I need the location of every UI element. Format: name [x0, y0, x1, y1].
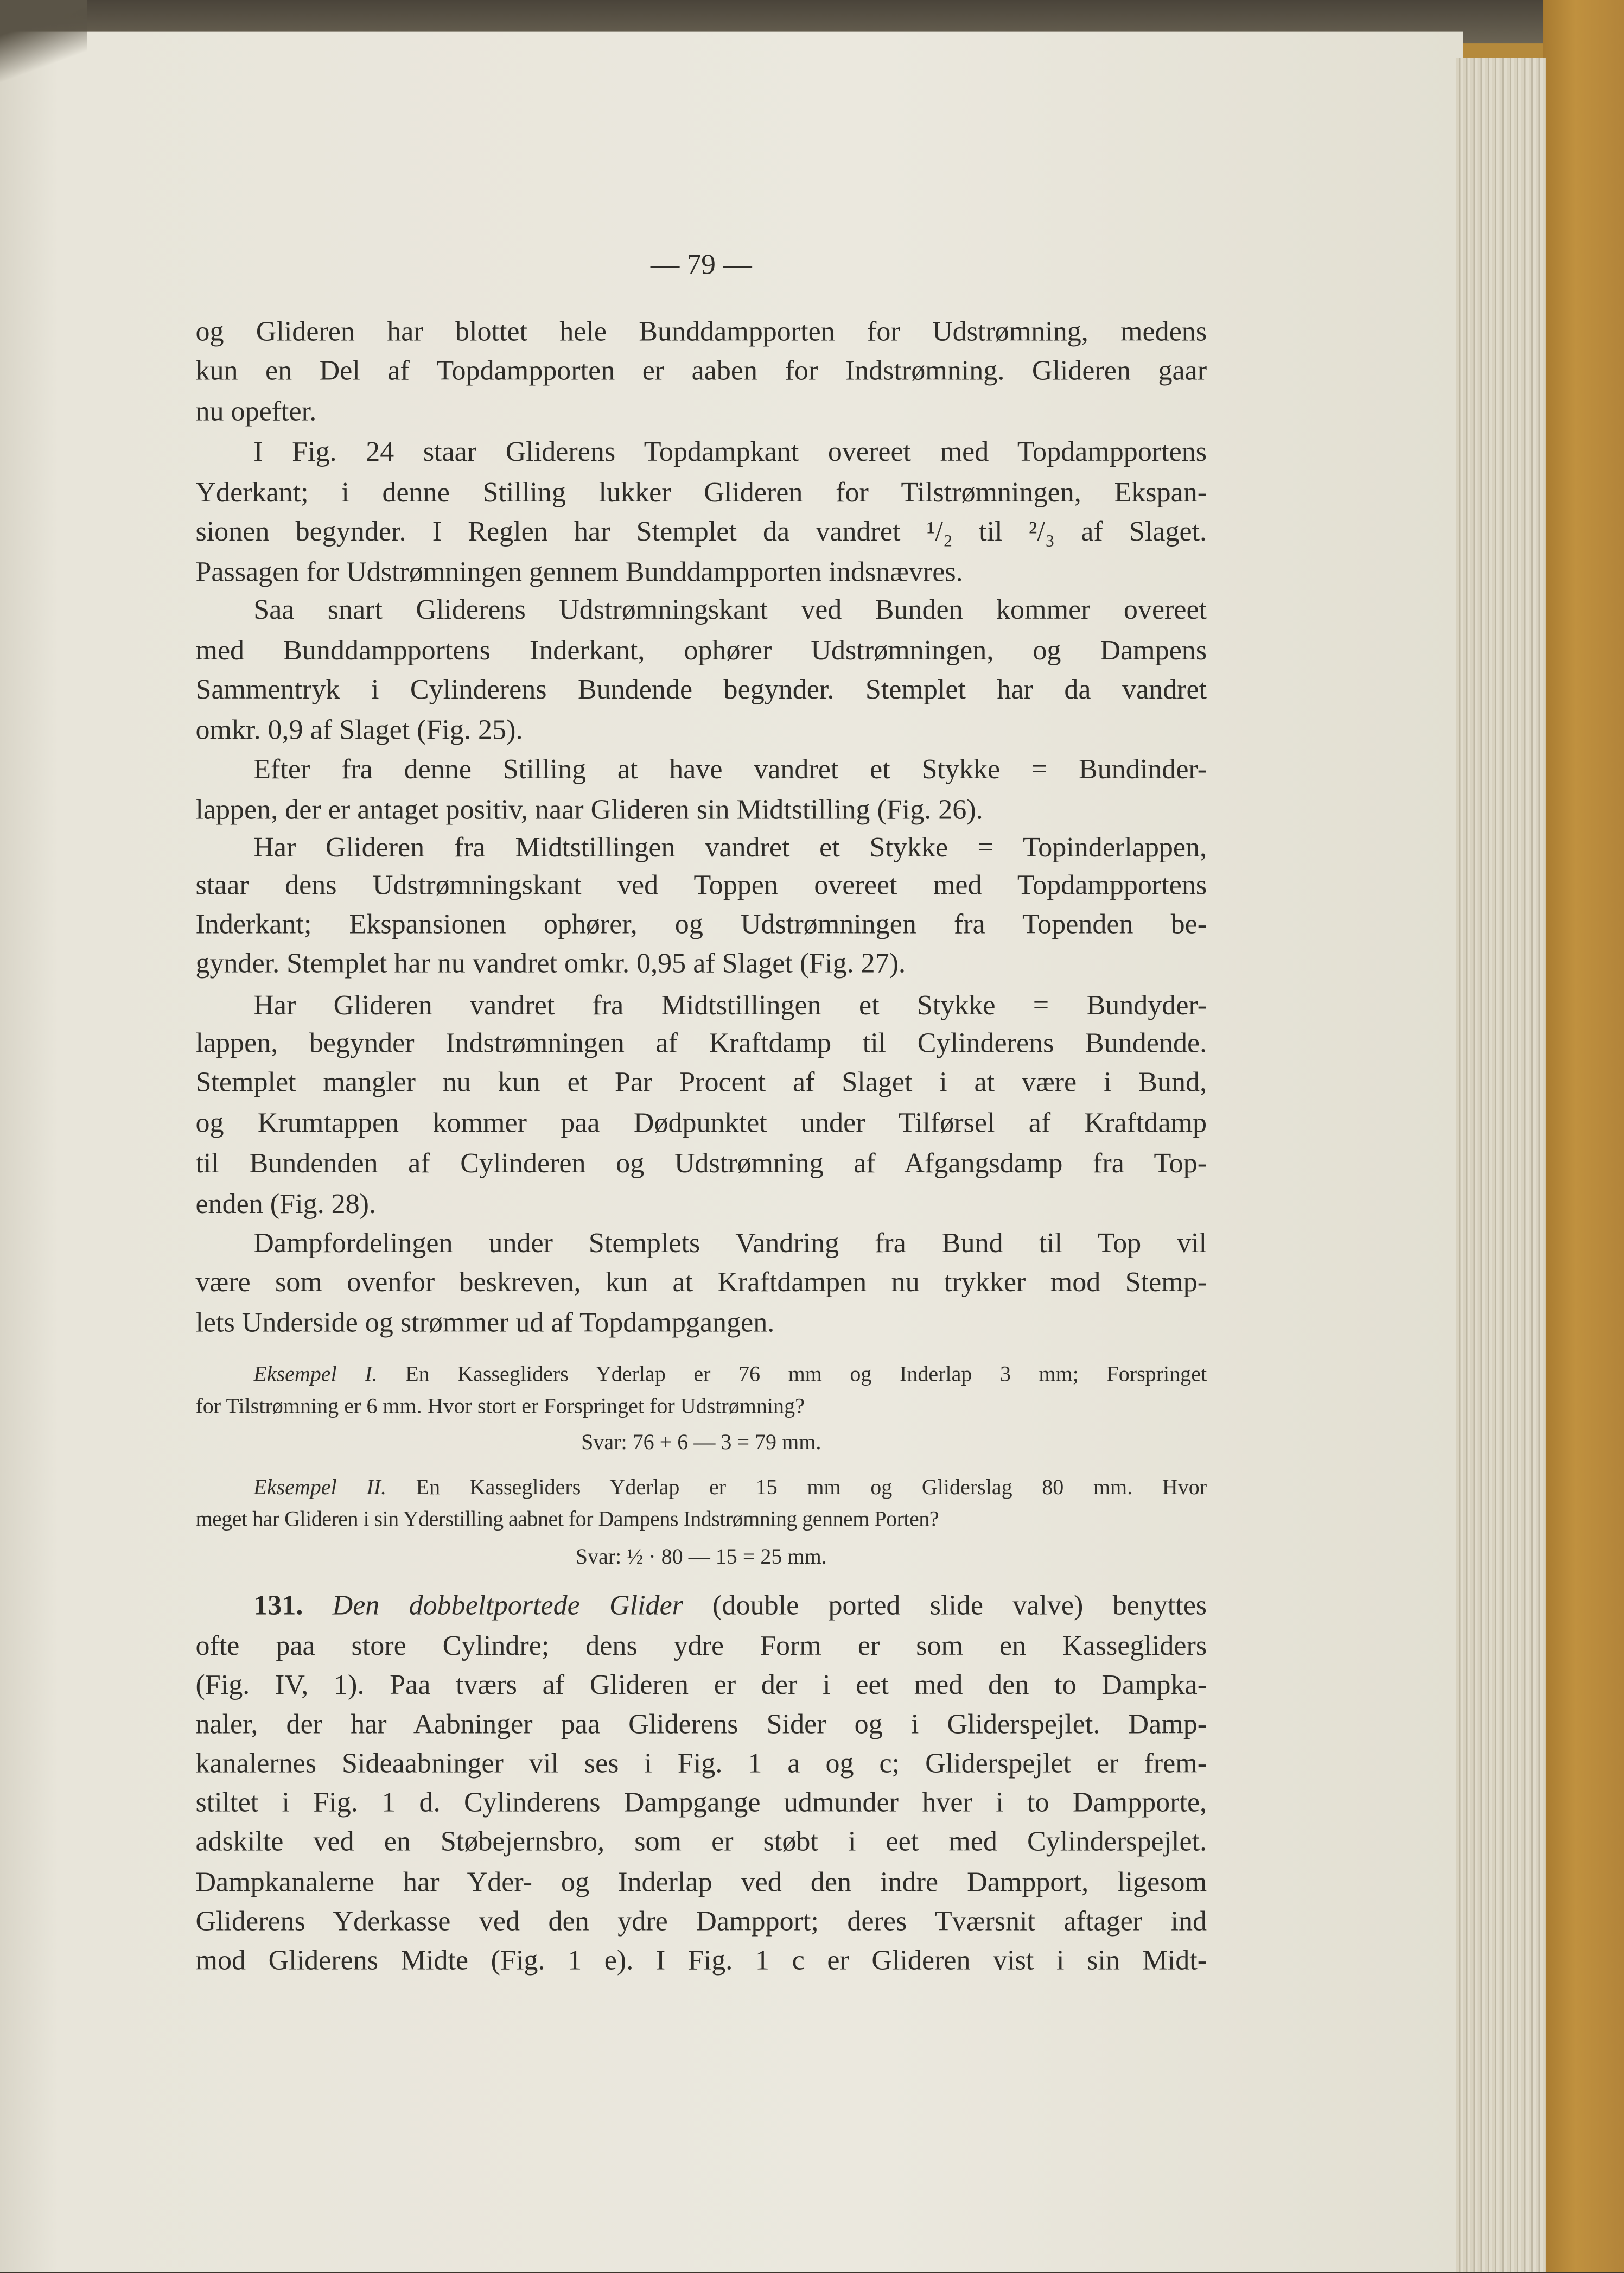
text-line: [253, 993, 1207, 1021]
text-line: [195, 1633, 1207, 1661]
line-text: ofte paa store Cylindre; dens ydre Form er som en Kassegliders: [195, 1631, 1207, 1662]
line-text: gynder. Stemplet har nu vandret omkr. 0,95 af Slaget (Fig. 27).: [195, 949, 906, 980]
text-line: [195, 1069, 1207, 1097]
line-text: nu opefter.: [195, 397, 317, 428]
text-line: [195, 1548, 1207, 1570]
line-text: (double ported slide valve) benyttes: [683, 1591, 1207, 1622]
text-line: [195, 1672, 1207, 1700]
line-text: I Fig. 24 staar Gliderens Topdampkant overeet med Topdampportens: [253, 437, 1207, 468]
text-line: [253, 1230, 1207, 1259]
text-line: [195, 1433, 1207, 1455]
line-text: lets Underside og strømmer ud af Topdampgangen.: [195, 1309, 775, 1339]
text-line: [195, 1191, 1207, 1220]
line-text: En Kassegliders Yderlap er 76 mm og Inderlap 3 mm; Forspringet: [377, 1363, 1207, 1387]
text-line: [195, 519, 1207, 547]
page-number: — 79 —: [650, 249, 752, 281]
line-text: (Fig. IV, 1). Paa tværs af Glideren er der i eet med den to Dampka-: [195, 1671, 1207, 1701]
text-line: [195, 797, 1207, 826]
text-line: [195, 872, 1207, 900]
text-line: [195, 911, 1207, 939]
line-text: til Bundenden af Cylinderen og Udstrømning af Afgangsdamp fra Top-: [195, 1149, 1207, 1180]
line-text: Sammentryk i Cylinderens Bundende begynder. Stemplet har da vandret: [195, 675, 1207, 706]
page-edges: [1456, 58, 1546, 2272]
line-text: adskilte ved en Støbejernsbro, som er støbt i eet med Cylinderspejlet.: [195, 1827, 1207, 1858]
line-text: lappen, der er antaget positiv, naar Glideren sin Midtstilling (Fig. 26).: [195, 795, 983, 826]
line-text: mod Gliderens Midte (Fig. 1 e). I Fig. 1 c er Glideren vist i sin Midt-: [195, 1946, 1207, 1977]
line-text: omkr. 0,9 af Slaget (Fig. 25).: [195, 715, 523, 747]
binding-shadow: [0, 0, 87, 87]
line-text: Dampkanalerne har Yder- og Inderlap ved den indre Dampport, ligesom: [195, 1868, 1207, 1899]
line-text: Yderkant; i denne Stilling lukker Glideren for Tilstrømningen, Ekspan-: [195, 478, 1207, 509]
text-line: [195, 1869, 1207, 1897]
text-line: [195, 1908, 1207, 1937]
text-line: [195, 951, 1207, 979]
text-line: [195, 1711, 1207, 1739]
text-line: [253, 1365, 1207, 1387]
text-line: [253, 597, 1207, 625]
line-text: naler, der har Aabninger paa Gliderens Sider og i Gliderspejlet. Damp-: [195, 1710, 1207, 1741]
text-line: [195, 398, 1207, 427]
text-line: [195, 1151, 1207, 1179]
text-line: [253, 439, 1207, 467]
text-line: [253, 757, 1207, 785]
line-text: kun en Del af Topdampporten er aaben for Indstrømning. Glideren gaar: [195, 356, 1207, 387]
text-line: [195, 1269, 1207, 1298]
text-line: [195, 1310, 1207, 1338]
line-text: Svar: ½ · 80 — 15 = 25 mm.: [575, 1546, 827, 1570]
text-line: [195, 638, 1207, 666]
text-line: [195, 1510, 1207, 1532]
line-text: kanalernes Sideaabninger vil ses i Fig. 1 a og c; Gliderspejlet er frem-: [195, 1749, 1207, 1780]
line-text: og Krumtappen kommer paa Dødpunktet under Tilførsel af Kraftdamp: [195, 1108, 1207, 1139]
line-text: staar dens Udstrømningskant ved Toppen overeet med Topdampportens: [195, 871, 1207, 901]
line-text: Har Glideren vandret fra Midtstillingen et Stykke = Bundyder-: [253, 991, 1207, 1022]
text-line: [195, 1829, 1207, 1857]
text-line: [195, 1750, 1207, 1779]
text-line: [195, 1030, 1207, 1058]
text-line: [195, 358, 1207, 386]
line-text: Gliderens Yderkasse ved den ydre Dampport; deres Tværsnit aftager ind: [195, 1907, 1207, 1938]
line-text: enden (Fig. 28).: [195, 1190, 377, 1221]
text-line: [195, 715, 1207, 747]
line-text: sionen begynder. I Reglen har Stemplet da vandret ¹/₂ til ²/₃ af Slaget.: [195, 517, 1207, 548]
line-text: med Bunddampportens Inderkant, ophører Udstrømningen, og Dampens: [195, 636, 1207, 667]
text-line: [253, 835, 1207, 863]
line-text: Stemplet mangler nu kun et Par Procent af Slaget i at være i Bund,: [195, 1068, 1207, 1099]
text-line: [195, 677, 1207, 705]
text-line: [195, 1947, 1207, 1976]
text-line: [195, 319, 1207, 347]
text-line: [195, 1397, 1207, 1419]
line-text: En Kassegliders Yderlap er 15 mm og Gliderslag 80 mm. Hvor: [386, 1476, 1207, 1500]
section-number: 131.: [253, 1591, 303, 1622]
line-text: Svar: 76 + 6 — 3 = 79 mm.: [581, 1431, 821, 1455]
text-line: [253, 1478, 1207, 1500]
text-line: [195, 557, 1207, 589]
italic-term: Eksempel I.: [253, 1363, 378, 1387]
line-text: og Glideren har blottet hele Bunddampporten for Udstrømning, medens: [195, 317, 1207, 348]
italic-term: Den dobbeltportede Glider: [303, 1591, 683, 1622]
text-line: [253, 1592, 1207, 1621]
line-text: for Tilstrømning er 6 mm. Hvor stort er Forspringet for Udstrømning?: [195, 1395, 805, 1419]
line-text: stiltet i Fig. 1 d. Cylinderens Dampgange udmunder hver i to Dampporte,: [195, 1788, 1207, 1819]
text-line: [195, 1789, 1207, 1818]
line-text: Saa snart Gliderens Udstrømningskant ved Bunden kommer overeet: [253, 595, 1207, 626]
line-text: Passagen for Udstrømningen gennem Bunddampporten indsnævres.: [195, 557, 963, 589]
line-text: meget har Glideren i sin Yderstilling aabnet for Dampens Indstrømning gennem Porten?: [195, 1508, 939, 1532]
line-text: Efter fra denne Stilling at have vandret et Stykke = Bundinder-: [253, 755, 1207, 786]
italic-term: Eksempel II.: [253, 1476, 387, 1500]
line-text: lappen, begynder Indstrømningen af Kraftdamp til Cylinderens Bundende.: [195, 1028, 1207, 1059]
line-text: være som ovenfor beskreven, kun at Kraftdampen nu trykker mod Stemp-: [195, 1268, 1207, 1299]
line-text: Dampfordelingen under Stemplets Vandring fra Bund til Top vil: [253, 1229, 1207, 1260]
line-text: Inderkant; Ekspansionen ophører, og Udstrømningen fra Topenden be-: [195, 910, 1207, 941]
text-line: [195, 480, 1207, 508]
text-line: [195, 1110, 1207, 1138]
line-text: Har Glideren fra Midtstillingen vandret et Stykke = Topinderlappen,: [253, 833, 1207, 864]
book-cover-right: [1543, 0, 1624, 2272]
